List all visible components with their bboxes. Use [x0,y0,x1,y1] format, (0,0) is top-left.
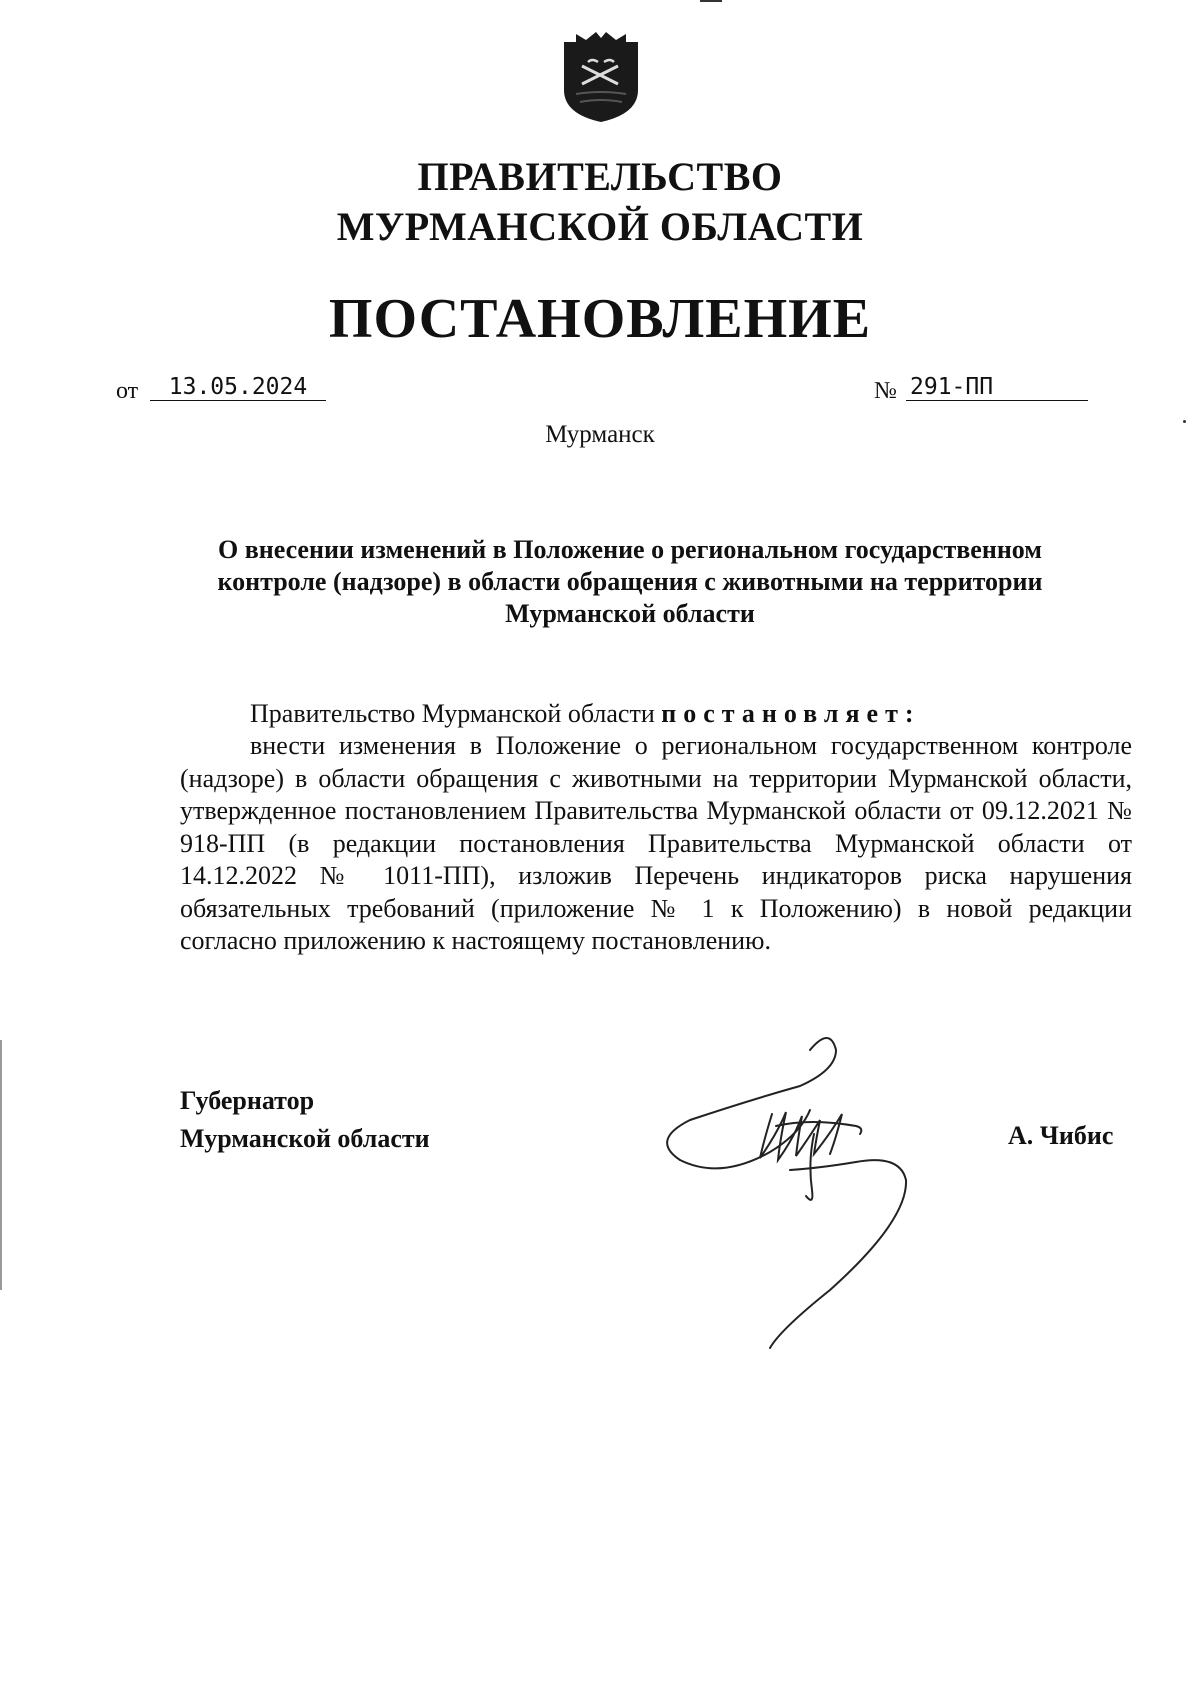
document-type: ПОСТАНОВЛЕНИЕ [328,288,872,350]
scan-artifact-top [700,0,722,2]
date-prefix: от [116,378,139,404]
preamble-text: Правительство Мурманской области [250,699,662,728]
scan-artifact-left [0,1040,2,1290]
document-subject [150,534,1110,630]
document-date: 13.05.2024 [150,374,326,401]
subject-line-3: Мурманской области [505,599,755,628]
organization-name [0,152,1200,252]
subject-line-1: О внесении изменений в Положение о региональном государственном [217,535,1043,564]
subject-line-2: контроле (надзоре) в области обращения с животными на территории [217,567,1043,596]
signer-title [180,1082,430,1158]
preamble-resolves: постановляет: [661,699,921,728]
signer-name: А. Чибис [1008,1121,1114,1150]
signer-title-line-1: Губернатор [180,1086,315,1115]
preamble [250,698,921,730]
org-line-2: МУРМАНСКОЙ ОБЛАСТИ [336,204,864,249]
org-line-1: ПРАВИТЕЛЬСТВО [417,154,783,199]
handwritten-signature-icon [660,1030,960,1360]
signer-title-line-2: Мурманской области [180,1124,430,1153]
coat-of-arms-icon [558,28,644,124]
resolution-paragraph: внести изменения в Положение о региональном государственном контроле (надзоре) в области обращения с животными на территории Мурманской области, утвержденное постановлением Правительства Мурманской области от 09.12.2021 № 918-ПП (в редакции постановления Правительства Мурманской области от 14.12.2022 № 1011-ПП), изложив Перечень индикаторов риска нарушения обязательных требований (приложение № 1 к Положению) в новой редакции согласно приложению к настоящему постановлению. [180,731,1132,955]
document-number: 291-ПП [906,374,1088,401]
number-prefix: № [874,378,897,404]
document-city: Мурманск [545,421,655,448]
